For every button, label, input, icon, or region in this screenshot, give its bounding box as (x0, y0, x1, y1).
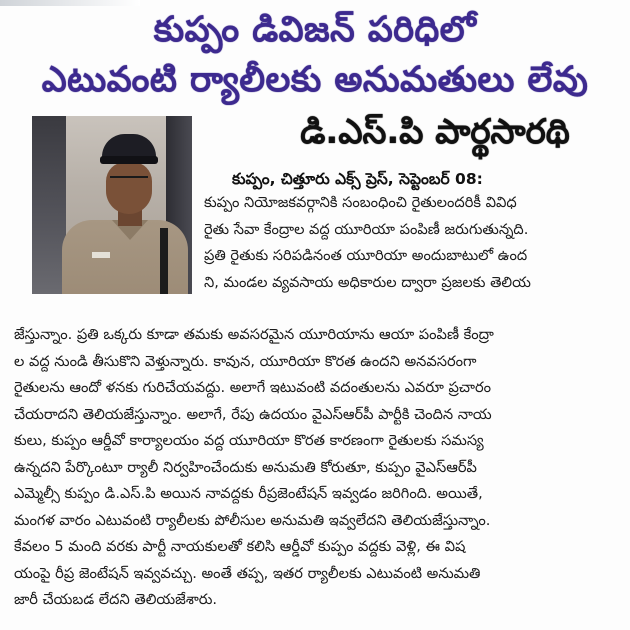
photo-cap-band (100, 156, 158, 164)
body-line: జేస్తున్నాం. ప్రతి ఒక్కరు కూడా తమకు అవసరమైన యూరియాను ఆయా పంపిణీ కేంద్రా (14, 326, 494, 343)
photo-name-badge (92, 252, 110, 258)
body-line: రైతు సేవా కేంద్రాల వద్ద యూరియా పంపిణీ జరుగుతున్నది. (204, 220, 529, 238)
body-text-beside-photo (204, 190, 622, 296)
body-line: ఎమ్మెల్సీ కుప్పం డి.ఎస్.పి అయిన నావద్దకు రీప్రజెంటేషన్ ఇవ్వడం జరిగింది. అయితే, (14, 485, 483, 502)
photo-background-left (32, 116, 66, 294)
officer-photo (32, 116, 192, 294)
body-line: కులు, కుప్పం ఆర్డీవో కార్యాలయం వద్ద యూరియా కొరత కారణంగా రైతులకు సమస్య (14, 432, 484, 449)
body-line: మంగళ వారం ఎటువంటి ర్యాలీలకు పోలీసుల అనుమతి ఇవ్వలేదని తెలియజేస్తున్నాం. (14, 511, 491, 529)
body-line: ప్రతి రైతుకు సరిపడినంత యూరియా అందుబాటులో ఉంద (204, 247, 528, 264)
top-edge-strip (0, 0, 140, 6)
body-line: ల వద్ద నుండి తీసుకొని వెళ్తున్నారు. కావున, యూరియా కొరత ఉందని అనవసరంగా (14, 352, 477, 370)
body-text-full-width (14, 322, 622, 614)
body-line: యంపై రీప్ర జెంటేషన్ ఇవ్వవచ్చు. అంతే తప్ప, ఇతర ర్యాలీలకు ఎటువంటి అనుమతి (14, 564, 481, 582)
body-line: కేవలం 5 మంది వరకు పార్టీ నాయకులతో కలిసి ఆర్డీవో కుప్పం వద్దకు వెళ్లి, ఈ విష (14, 538, 466, 555)
subheadline: డి.ఎస్.పి పార్థసారథి (300, 112, 570, 152)
body-line: కుప్పం నియోజకవర్గానికి సంబంధించి రైతులందరికీ వివిధ (204, 194, 517, 211)
headline-line-1: కుప్పం డివిజన్ పరిధిలో (153, 10, 477, 50)
body-line: జారీ చేయబడ లేదని తెలియజేశారు. (14, 591, 218, 608)
body-line: చేయరాదని తెలియజేస్తున్నాం. అలాగే, రేపు ఉదయం వైఎస్ఆర్‌పీ పార్టీకి చెందిన నాయ (14, 405, 492, 423)
photo-glasses (110, 176, 148, 186)
headline-line-2: ఎటువంటి ర్యాలీలకు అనుమతులు లేవు (41, 60, 589, 100)
body-line: ని, మండల వ్యవసాయ అధికారుల ద్వారా ప్రజలకు తెలియ (204, 273, 531, 291)
dateline: కుప్పం, చిత్తూరు ఎక్స్ ప్రెస్, సెప్టెంబర్ 08: (232, 170, 483, 188)
photo-face (106, 162, 152, 214)
photo-shoulder-belt (160, 228, 168, 294)
body-line: ఉన్నదని పేర్కొంటూ ర్యాలీ నిర్వహించేందుకు అనుమతి కోరుతూ, కుప్పం వైఎస్ఆర్‌పీ (14, 458, 477, 476)
body-line: రైతులను ఆందో ళనకు గురిచేయవద్దు. అలాగే ఇటువంటి వదంతులను ఎవరూ ప్రచారం (14, 379, 491, 396)
